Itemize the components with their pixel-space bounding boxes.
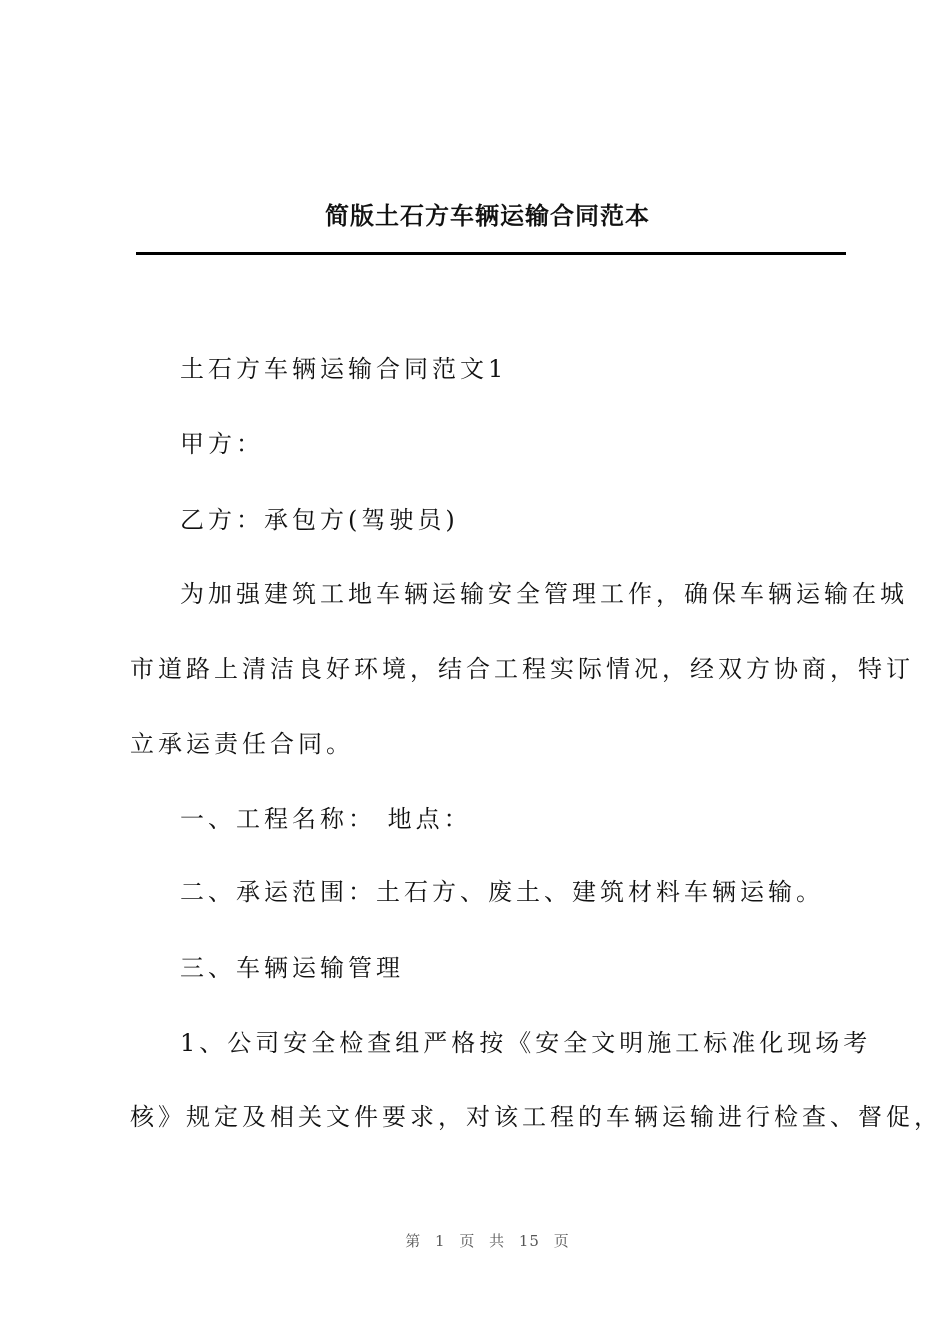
paragraph-line: 核》规定及相关文件要求，对该工程的车辆运输进行检查、督促， bbox=[130, 1103, 942, 1131]
clause-vehicle-management: 三、车辆运输管理 bbox=[180, 954, 404, 982]
paragraph-line: 市道路上清洁良好环境，结合工程实际情况，经双方协商，特订 bbox=[130, 655, 914, 683]
paragraph-line: 1、公司安全检查组严格按《安全文明施工标准化现场考 bbox=[180, 1029, 872, 1057]
party-a-line: 甲方： bbox=[180, 430, 264, 458]
paragraph-line: 为加强建筑工地车辆运输安全管理工作，确保车辆运输在城 bbox=[180, 580, 908, 608]
document-title: 简版土石方车辆运输合同范本 bbox=[325, 202, 650, 230]
paragraph-line: 立承运责任合同。 bbox=[130, 730, 354, 758]
section-heading: 土石方车辆运输合同范文1 bbox=[180, 355, 508, 383]
title-underline bbox=[136, 252, 846, 255]
clause-project-name: 一、工程名称： 地点： bbox=[180, 805, 472, 833]
clause-scope: 二、承运范围：土石方、废土、建筑材料车辆运输。 bbox=[180, 878, 824, 906]
party-b-line: 乙方：承包方(驾驶员) bbox=[180, 506, 459, 534]
page-number-footer: 第 1 页 共 15 页 bbox=[405, 1232, 570, 1250]
